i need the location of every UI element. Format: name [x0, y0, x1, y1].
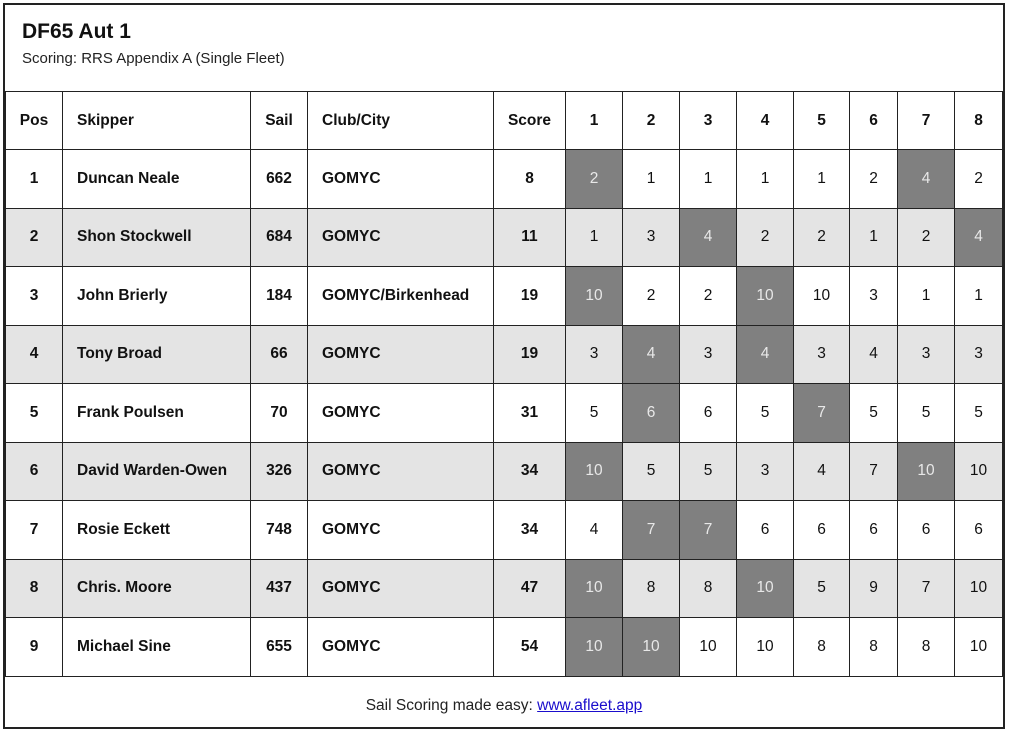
race-score-cell: 3: [566, 325, 623, 384]
column-header: 6: [850, 92, 898, 150]
position-cell: 3: [6, 267, 63, 326]
race-score-cell: 5: [566, 384, 623, 443]
race-score-discarded: 7: [680, 501, 737, 560]
column-header: Skipper: [63, 92, 251, 150]
score-cell: 19: [494, 267, 566, 326]
sail-number-cell: 66: [251, 325, 308, 384]
skipper-cell: Tony Broad: [63, 325, 251, 384]
score-cell: 19: [494, 325, 566, 384]
sail-number-cell: 184: [251, 267, 308, 326]
race-score-cell: 10: [680, 618, 737, 677]
race-score-cell: 8: [794, 618, 850, 677]
race-score-discarded: 10: [566, 559, 623, 618]
score-cell: 47: [494, 559, 566, 618]
race-score-cell: 10: [794, 267, 850, 326]
race-score-cell: 3: [737, 442, 794, 501]
race-score-cell: 6: [794, 501, 850, 560]
race-score-cell: 4: [794, 442, 850, 501]
event-title: DF65 Aut 1: [22, 20, 131, 43]
race-score-cell: 2: [794, 208, 850, 267]
skipper-cell: Frank Poulsen: [63, 384, 251, 443]
position-cell: 6: [6, 442, 63, 501]
column-header: Score: [494, 92, 566, 150]
race-score-cell: 10: [737, 618, 794, 677]
race-score-cell: 2: [955, 150, 1003, 209]
column-header: 7: [898, 92, 955, 150]
skipper-cell: Rosie Eckett: [63, 501, 251, 560]
score-cell: 34: [494, 501, 566, 560]
column-header: Club/City: [308, 92, 494, 150]
club-cell: GOMYC: [308, 384, 494, 443]
club-cell: GOMYC: [308, 559, 494, 618]
afleet-link[interactable]: www.afleet.app: [537, 697, 643, 714]
race-score-discarded: 10: [737, 267, 794, 326]
column-header: 4: [737, 92, 794, 150]
race-score-cell: 1: [623, 150, 680, 209]
race-score-discarded: 4: [955, 208, 1003, 267]
skipper-cell: David Warden-Owen: [63, 442, 251, 501]
column-header: Sail: [251, 92, 308, 150]
race-score-cell: 5: [955, 384, 1003, 443]
race-score-cell: 6: [850, 501, 898, 560]
race-score-cell: 8: [680, 559, 737, 618]
header-row: [6, 92, 1003, 150]
column-header: 5: [794, 92, 850, 150]
race-score-cell: 8: [850, 618, 898, 677]
race-score-cell: 1: [566, 208, 623, 267]
club-cell: GOMYC: [308, 325, 494, 384]
race-score-discarded: 10: [898, 442, 955, 501]
results-body: [6, 150, 1003, 677]
race-score-cell: 2: [850, 150, 898, 209]
position-cell: 8: [6, 559, 63, 618]
race-score-cell: 3: [794, 325, 850, 384]
race-score-cell: 2: [898, 208, 955, 267]
sail-number-cell: 655: [251, 618, 308, 677]
club-cell: GOMYC: [308, 618, 494, 677]
race-score-discarded: 4: [898, 150, 955, 209]
position-cell: 5: [6, 384, 63, 443]
race-score-discarded: 4: [623, 325, 680, 384]
table-row: [6, 501, 1003, 560]
table-row: [6, 208, 1003, 267]
race-score-cell: 3: [680, 325, 737, 384]
footer: [5, 676, 1003, 730]
position-cell: 2: [6, 208, 63, 267]
sail-number-cell: 437: [251, 559, 308, 618]
race-score-cell: 10: [955, 559, 1003, 618]
race-score-discarded: 2: [566, 150, 623, 209]
race-score-discarded: 10: [566, 267, 623, 326]
club-cell: GOMYC: [308, 442, 494, 501]
race-score-cell: 6: [737, 501, 794, 560]
race-score-cell: 1: [898, 267, 955, 326]
column-header: Pos: [6, 92, 63, 150]
race-score-cell: 5: [737, 384, 794, 443]
race-score-cell: 5: [794, 559, 850, 618]
race-score-cell: 7: [898, 559, 955, 618]
column-header: 2: [623, 92, 680, 150]
results-sheet: [3, 3, 1005, 729]
race-score-cell: 10: [955, 442, 1003, 501]
column-header: 8: [955, 92, 1003, 150]
race-score-cell: 3: [623, 208, 680, 267]
race-score-cell: 5: [680, 442, 737, 501]
race-score-discarded: 4: [737, 325, 794, 384]
race-score-discarded: 6: [623, 384, 680, 443]
table-row: [6, 267, 1003, 326]
table-row: [6, 559, 1003, 618]
club-cell: GOMYC/Birkenhead: [308, 267, 494, 326]
race-score-discarded: 10: [566, 442, 623, 501]
score-cell: 11: [494, 208, 566, 267]
race-score-discarded: 7: [623, 501, 680, 560]
score-cell: 8: [494, 150, 566, 209]
club-cell: GOMYC: [308, 150, 494, 209]
table-row: [6, 442, 1003, 501]
table-row: [6, 384, 1003, 443]
sail-number-cell: 662: [251, 150, 308, 209]
race-score-cell: 8: [623, 559, 680, 618]
race-score-cell: 3: [955, 325, 1003, 384]
sail-number-cell: 684: [251, 208, 308, 267]
sail-number-cell: 748: [251, 501, 308, 560]
race-score-cell: 6: [898, 501, 955, 560]
race-score-cell: 3: [850, 267, 898, 326]
sail-number-cell: 326: [251, 442, 308, 501]
race-score-discarded: 4: [680, 208, 737, 267]
race-score-cell: 6: [955, 501, 1003, 560]
position-cell: 4: [6, 325, 63, 384]
sail-number-cell: 70: [251, 384, 308, 443]
skipper-cell: Michael Sine: [63, 618, 251, 677]
race-score-discarded: 10: [737, 559, 794, 618]
race-score-cell: 5: [850, 384, 898, 443]
club-cell: GOMYC: [308, 208, 494, 267]
footer-text: Sail Scoring made easy:: [365, 697, 538, 714]
race-score-cell: 8: [898, 618, 955, 677]
race-score-cell: 1: [680, 150, 737, 209]
table-row: [6, 325, 1003, 384]
results-table: [5, 91, 1003, 677]
position-cell: 9: [6, 618, 63, 677]
race-score-cell: 1: [850, 208, 898, 267]
column-header: 1: [566, 92, 623, 150]
race-score-cell: 4: [850, 325, 898, 384]
column-header: 3: [680, 92, 737, 150]
race-score-cell: 4: [566, 501, 623, 560]
club-cell: GOMYC: [308, 501, 494, 560]
skipper-cell: Duncan Neale: [63, 150, 251, 209]
race-score-discarded: 7: [794, 384, 850, 443]
race-score-discarded: 10: [566, 618, 623, 677]
race-score-cell: 1: [737, 150, 794, 209]
race-score-cell: 10: [955, 618, 1003, 677]
position-cell: 1: [6, 150, 63, 209]
race-score-cell: 5: [623, 442, 680, 501]
table-row: [6, 150, 1003, 209]
score-cell: 34: [494, 442, 566, 501]
scoring-system: Scoring: RRS Appendix A (Single Fleet): [22, 50, 285, 67]
race-score-cell: 6: [680, 384, 737, 443]
skipper-cell: Shon Stockwell: [63, 208, 251, 267]
race-score-cell: 5: [898, 384, 955, 443]
race-score-cell: 7: [850, 442, 898, 501]
race-score-cell: 2: [680, 267, 737, 326]
position-cell: 7: [6, 501, 63, 560]
race-score-cell: 2: [737, 208, 794, 267]
race-score-cell: 1: [794, 150, 850, 209]
score-cell: 54: [494, 618, 566, 677]
race-score-cell: 9: [850, 559, 898, 618]
skipper-cell: Chris. Moore: [63, 559, 251, 618]
race-score-cell: 2: [623, 267, 680, 326]
race-score-discarded: 10: [623, 618, 680, 677]
score-cell: 31: [494, 384, 566, 443]
header: [5, 5, 1003, 91]
race-score-cell: 1: [955, 267, 1003, 326]
skipper-cell: John Brierly: [63, 267, 251, 326]
table-row: [6, 618, 1003, 677]
race-score-cell: 3: [898, 325, 955, 384]
